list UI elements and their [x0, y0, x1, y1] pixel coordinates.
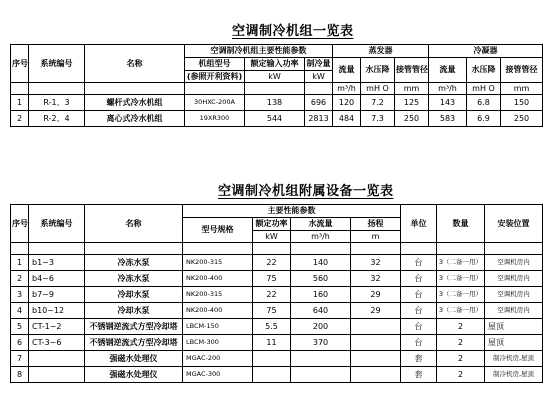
cell-cond-pipe: 150 [501, 95, 543, 111]
header-cap: 制冷量 [305, 58, 333, 71]
table-row [11, 287, 543, 303]
cell-qty: 3（二备一用） [437, 287, 485, 303]
header-evap-dp: 水压降 [361, 58, 395, 83]
header-params: 空调制冷机组主要性能参数 [185, 45, 333, 58]
table-row [11, 335, 543, 351]
cell-cond-flow: 143 [429, 95, 467, 111]
table-row [11, 367, 543, 383]
header-evap-pipe: 接管管径 [395, 58, 429, 83]
cell-flow: 640 [291, 303, 351, 319]
cell-head: 29 [351, 303, 401, 319]
cell-unit: 台 [401, 255, 437, 271]
cell-evap-dp: 7.2 [361, 95, 395, 111]
cell-name: 冷冻水泵 [85, 271, 183, 287]
chiller-table [10, 44, 543, 127]
cell-head [351, 319, 401, 335]
header-name: 名称 [85, 45, 185, 83]
cell-flow: 560 [291, 271, 351, 287]
cell-name: 不锈钢逆流式方型冷却塔 [85, 319, 183, 335]
unit-mm: mm [395, 83, 429, 95]
cell-location: 空调机房内 [485, 303, 543, 319]
table2-title: 空调制冷机组附属设备一览表 [218, 184, 394, 199]
cell-power: 22 [253, 287, 291, 303]
header-evap: 蒸发器 [333, 45, 429, 58]
cell-qty: 2 [437, 351, 485, 367]
cell-location: 空调机房内 [485, 287, 543, 303]
cell-code [29, 367, 85, 383]
unit-mm: mm [501, 83, 543, 95]
cell-name: 不锈钢逆流式方型冷却塔 [85, 335, 183, 351]
cell-cond-flow: 583 [429, 111, 467, 127]
header-power: 额定功率 [253, 218, 291, 231]
cell-seq: 1 [11, 255, 29, 271]
header-qty: 数量 [437, 205, 485, 243]
cell-name: 离心式冷水机组 [85, 111, 185, 127]
cell-flow: 370 [291, 335, 351, 351]
header-cond: 冷凝器 [429, 45, 543, 58]
cell-seq: 3 [11, 287, 29, 303]
cell-seq: 6 [11, 335, 29, 351]
cell-head: 29 [351, 287, 401, 303]
cell-name: 冷冻水泵 [85, 255, 183, 271]
table-row [11, 111, 543, 127]
table-row [11, 319, 543, 335]
header-seq: 序号 [11, 45, 29, 83]
cell-cap: 696 [305, 95, 333, 111]
cell-flow [291, 367, 351, 383]
unit-flow: m³/h [291, 231, 351, 243]
cell-code: b4~6 [29, 271, 85, 287]
cell-evap-flow: 120 [333, 95, 361, 111]
cell-head [351, 351, 401, 367]
header-model-sub: (参照开利资料) [185, 71, 245, 83]
cell-code: CT-1~2 [29, 319, 85, 335]
header-head: 扬程 [351, 218, 401, 231]
cell-location: 制冷机房,屋顶 [485, 351, 543, 367]
cell-model: 19XR300 [185, 111, 245, 127]
cell-cap: 2813 [305, 111, 333, 127]
unit-m: m [351, 231, 401, 243]
cell-unit: 台 [401, 319, 437, 335]
cell-model: NK200-315 [183, 287, 253, 303]
cell-head [351, 335, 401, 351]
table-row [11, 255, 543, 271]
cell-unit: 套 [401, 351, 437, 367]
cell-qty: 2 [437, 367, 485, 383]
cell-model: LBCM-150 [183, 319, 253, 335]
cell-code: R-2、4 [29, 111, 85, 127]
cell-name: 冷却水泵 [85, 303, 183, 319]
table1-title: 空调制冷机组一览表 [232, 24, 354, 39]
cell-location: 屋顶 [485, 335, 543, 351]
unit-flow: m³/h [333, 83, 361, 95]
cell-power: 138 [245, 95, 305, 111]
unit-kw: kW [245, 71, 305, 83]
header-code: 系统编号 [29, 205, 85, 243]
table-row [11, 95, 543, 111]
cell-unit: 套 [401, 367, 437, 383]
cell-head: 32 [351, 271, 401, 287]
header-code: 系统编号 [29, 45, 85, 83]
cell-head [351, 367, 401, 383]
unit-kw: kW [305, 71, 333, 83]
cell-seq: 7 [11, 351, 29, 367]
auxiliary-equipment-table [10, 204, 543, 383]
cell-power: 11 [253, 335, 291, 351]
cell-seq: 5 [11, 319, 29, 335]
header-model: 机组型号 [185, 58, 245, 71]
cell-model: NK200-400 [183, 271, 253, 287]
table-row [11, 271, 543, 287]
cell-model: 30HXC-200A [185, 95, 245, 111]
cell-location: 空调机房内 [485, 255, 543, 271]
cell-head: 32 [351, 255, 401, 271]
cell-power: 22 [253, 255, 291, 271]
cell-power: 5.5 [253, 319, 291, 335]
cell-flow: 160 [291, 287, 351, 303]
cell-model: NK200-315 [183, 255, 253, 271]
header-flow: 水流量 [291, 218, 351, 231]
cell-power [253, 367, 291, 383]
header-unit: 单位 [401, 205, 437, 243]
cell-model: MGAC-200 [183, 351, 253, 367]
header-cond-pipe: 接管管径 [501, 58, 543, 83]
cell-flow: 140 [291, 255, 351, 271]
header-location: 安装位置 [485, 205, 543, 243]
cell-unit: 台 [401, 335, 437, 351]
cell-qty: 3（二备一用） [437, 271, 485, 287]
cell-code: b1~3 [29, 255, 85, 271]
cell-seq: 2 [11, 271, 29, 287]
header-params: 主要性能参数 [183, 205, 401, 218]
cell-evap-pipe: 125 [395, 95, 429, 111]
unit-kw: kW [253, 231, 291, 243]
cell-power [253, 351, 291, 367]
cell-code: R-1、3 [29, 95, 85, 111]
cell-unit: 台 [401, 303, 437, 319]
cell-cond-pipe: 250 [501, 111, 543, 127]
cell-cond-dp: 6.9 [467, 111, 501, 127]
cell-unit: 台 [401, 271, 437, 287]
cell-evap-dp: 7.3 [361, 111, 395, 127]
header-cond-dp: 水压降 [467, 58, 501, 83]
cell-evap-flow: 484 [333, 111, 361, 127]
cell-code [29, 351, 85, 367]
cell-cond-dp: 6.8 [467, 95, 501, 111]
cell-qty: 3（二备一用） [437, 255, 485, 271]
cell-qty: 3（二备一用） [437, 303, 485, 319]
cell-name: 螺杆式冷水机组 [85, 95, 185, 111]
cell-model: MGAC-300 [183, 367, 253, 383]
cell-model: LBCM-300 [183, 335, 253, 351]
unit-dp: mH O [467, 83, 501, 95]
cell-model: NK200-400 [183, 303, 253, 319]
cell-seq: 1 [11, 95, 29, 111]
cell-seq: 2 [11, 111, 29, 127]
table-row [11, 303, 543, 319]
cell-location: 制冷机房,屋顶 [485, 367, 543, 383]
cell-unit: 台 [401, 287, 437, 303]
cell-qty: 2 [437, 335, 485, 351]
cell-name: 强磁水处理仪 [85, 351, 183, 367]
header-name: 名称 [85, 205, 183, 243]
header-power: 额定输入功率 [245, 58, 305, 71]
unit-flow: m³/h [429, 83, 467, 95]
cell-code: b10~12 [29, 303, 85, 319]
cell-name: 冷却水泵 [85, 287, 183, 303]
cell-qty: 2 [437, 319, 485, 335]
table-row [11, 351, 543, 367]
cell-code: b7~9 [29, 287, 85, 303]
cell-name: 强磁水处理仪 [85, 367, 183, 383]
header-seq: 序号 [11, 205, 29, 243]
cell-code: CT-3~6 [29, 335, 85, 351]
cell-flow: 200 [291, 319, 351, 335]
header-evap-flow: 流量 [333, 58, 361, 83]
cell-seq: 8 [11, 367, 29, 383]
cell-power: 75 [253, 303, 291, 319]
header-model: 型号规格 [183, 218, 253, 243]
cell-location: 屋顶 [485, 319, 543, 335]
header-cond-flow: 流量 [429, 58, 467, 83]
cell-power: 544 [245, 111, 305, 127]
unit-dp: mH O [361, 83, 395, 95]
cell-flow [291, 351, 351, 367]
cell-evap-pipe: 250 [395, 111, 429, 127]
cell-power: 75 [253, 271, 291, 287]
cell-location: 空调机房内 [485, 271, 543, 287]
cell-seq: 4 [11, 303, 29, 319]
